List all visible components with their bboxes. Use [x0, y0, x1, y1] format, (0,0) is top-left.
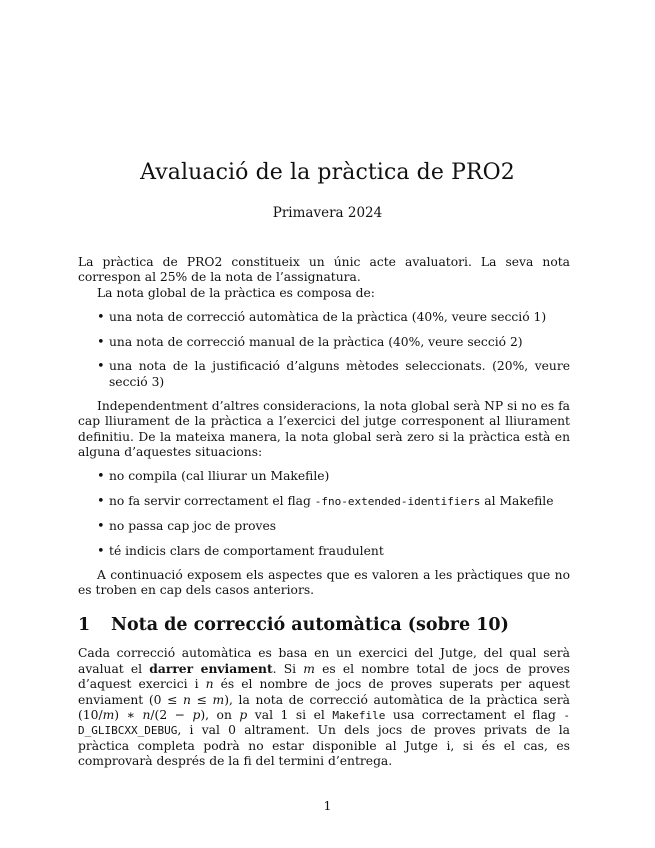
list-item: • té indicis clars de comportament fraudulent: [97, 544, 570, 559]
math-var: n: [205, 677, 214, 692]
text-run: usa correctament el flag: [385, 708, 564, 723]
text-run: ) ∗: [114, 708, 143, 723]
list-item-text: no fa servir correctament el flag: [109, 494, 315, 509]
section1-paragraph: [78, 646, 570, 769]
text-run: , i val 0 altrament. Un dels jocs de proves privats de la pràctica completa podrà no estar disponible al Jutge i, si és el cas, es comprovarà després de la fi del termini d’entrega.: [78, 723, 570, 768]
math-var: p: [239, 708, 248, 723]
document-subtitle: Primavera 2024: [272, 205, 383, 221]
text-run: /(2 −: [150, 708, 193, 723]
continuation-paragraph: A continuació exposem els aspectes que es valoren a les pràctiques que no es troben en cap dels casos anteriors.: [78, 567, 570, 598]
emphasis: darrer enviament: [149, 661, 273, 677]
list-item: • no compila (cal lliurar un Makefile): [97, 469, 570, 484]
composition-paragraph: La nota global de la pràctica es composa de:: [97, 285, 375, 300]
intro-paragraph: La pràctica de PRO2 constitueix un únic acte avaluatori. La seva nota correspon al 25% de la nota de l’assignatura.: [78, 255, 570, 285]
zero-conditions-list: [78, 469, 570, 559]
grade-components-list: [78, 310, 570, 390]
code-makefile: Makefile: [332, 709, 386, 723]
text-run: ), la nota de correcció automàtica de la pràctica serà (10/: [78, 692, 571, 723]
page-number: 1: [323, 798, 332, 813]
list-item: • no passa cap joc de proves: [97, 519, 570, 534]
text-run: ), on: [200, 708, 240, 723]
list-item: • una nota de la justificació d’alguns mètodes seleccionats. (20%, veure secció 3): [97, 359, 570, 390]
code-flag: -fno-extended-identifiers: [314, 495, 481, 509]
text-run: Cada correcció automàtica es basa en un exercici del Jutge, del qual serà avaluat el: [78, 645, 570, 677]
math-var: m: [212, 692, 225, 707]
math-var: n: [142, 708, 151, 723]
list-item-text: al Makefile: [480, 494, 554, 509]
text-run: ≤: [190, 692, 213, 707]
section-title: Nota de correcció automàtica (sobre 10): [111, 614, 509, 635]
text-run: . Si: [272, 662, 304, 677]
section-number: 1: [78, 614, 91, 635]
math-var: p: [192, 708, 201, 723]
list-item: • una nota de correcció manual de la pràctica (40%, veure secció 2): [97, 335, 570, 350]
math-var: n: [183, 692, 191, 707]
list-item: • una nota de correcció automàtica de la pràctica (40%, veure secció 1): [97, 310, 570, 325]
np-paragraph: Independentment d’altres consideracions, la nota global serà NP si no es fa cap lliurament de la pràctica a l’exercici del jutge corresponent al lliurament definitiu. De la mateixa manera, la nota global serà zero si la pràctica està en alguna d’aquestes situacions:: [78, 399, 570, 459]
code-flag: -D_GLIBCXX_DEBUG: [78, 709, 570, 738]
math-var: m: [303, 662, 315, 677]
document-body: [78, 255, 570, 769]
text-run: es el nombre total de jocs de proves d’aquest exercici i: [78, 662, 570, 692]
section-heading: [78, 614, 570, 635]
list-item: [97, 494, 570, 509]
text-run: és el nombre de jocs de proves superats per aquest enviament (0 ≤: [78, 677, 570, 707]
math-var: m: [102, 708, 115, 723]
text-run: val 1 si el: [247, 708, 333, 723]
document-title: Avaluació de la pràctica de PRO2: [140, 160, 515, 185]
